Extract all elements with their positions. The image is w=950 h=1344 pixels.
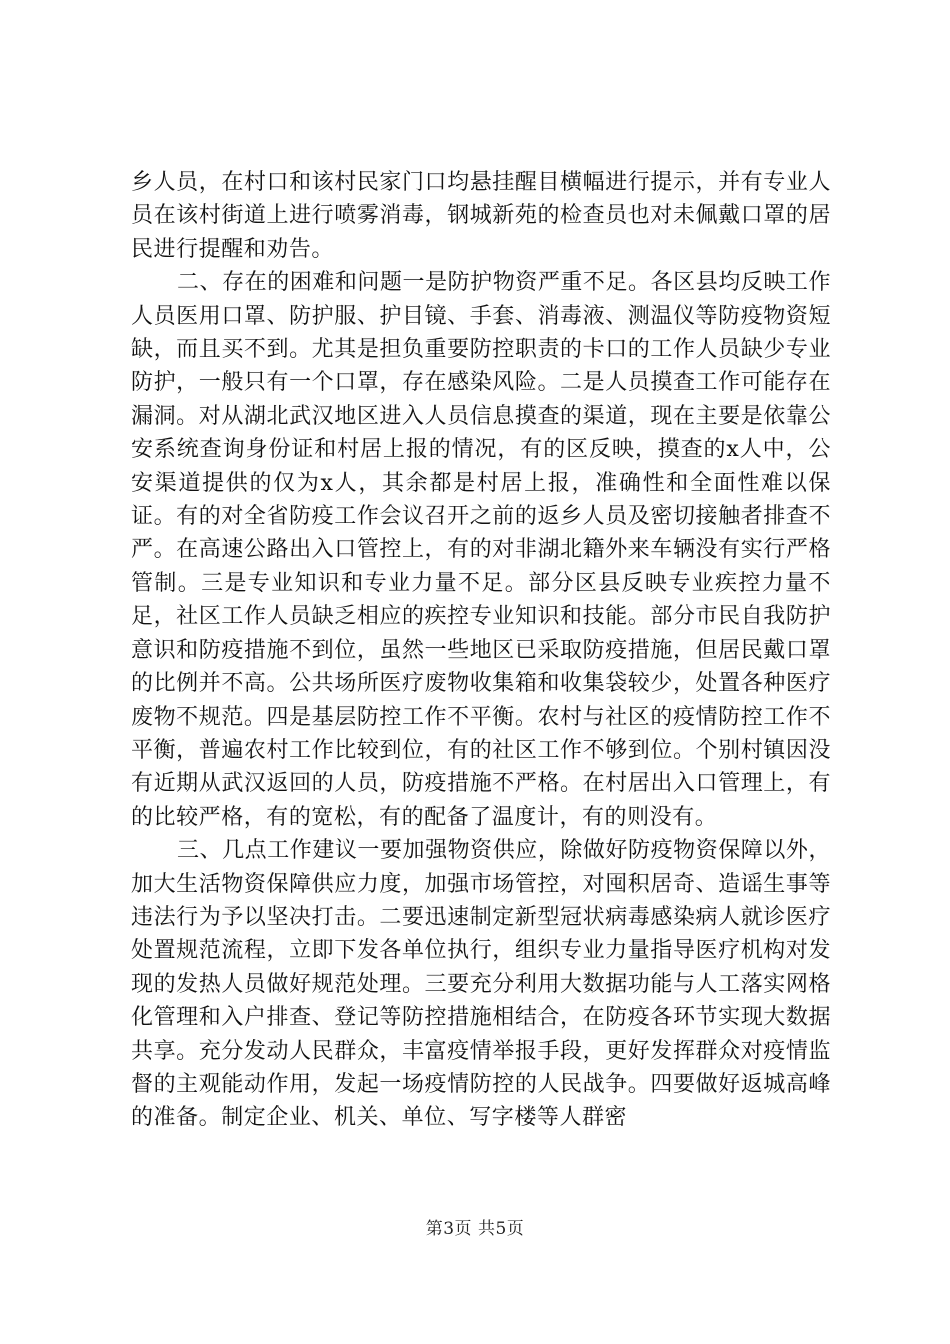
document-body — [131, 166, 831, 1135]
paragraph-work-suggestions: 三、几点工作建议一要加强物资供应，除做好防疫物资保障以外，加大生活物资保障供应力度，加强市场管控，对囤积居奇、造谣生事等违法行为予以坚决打击。二要迅速制定新型冠状病毒感染病人就诊医疗处置规范流程，立即下发各单位执行，组织专业力量指导医疗机构对发现的发热人员做好规范处理。三要充分利用大数据功能与人工落实网格化管理和入户排查、登记等防控措施相结合，在防疫各环节实现大数据共享。充分发动人民群众，丰富疫情举报手段，更好发挥群众对疫情监督的主观能动作用，发起一场疫情防控的人民战争。四要做好返城高峰的准备。制定企业、机关、单位、写字楼等人群密 — [131, 838, 831, 1131]
paragraph-continuation: 乡人员，在村口和该村民家门口均悬挂醒目横幅进行提示，并有专业人员在该村街道上进行喷雾消毒，钢城新苑的检查员也对未佩戴口罩的居民进行提醒和劝告。 — [131, 170, 831, 262]
paragraph-difficulties-and-problems: 二、存在的困难和问题一是防护物资严重不足。各区县均反映工作人员医用口罩、防护服、护目镜、手套、消毒液、测温仪等防疫物资短缺，而且买不到。尤其是担负重要防控职责的卡口的工作人员缺少专业防护，一般只有一个口罩，存在感染风险。二是人员摸查工作可能存在漏洞。对从湖北武汉地区进入人员信息摸查的渠道，现在主要是依靠公安系统查询身份证和村居上报的情况，有的区反映，摸查的x人中，公安渠道提供的仅为x人，其余都是村居上报，准确性和全面性难以保证。有的对全省防疫工作会议召开之前的返乡人员及密切接触者排查不严。在高速公路出入口管控上，有的对非湖北籍外来车辆没有实行严格管制。三是专业知识和专业力量不足。部分区县反映专业疾控力量不足，社区工作人员缺乏相应的疾控专业知识和技能。部分市民自我防护意识和防疫措施不到位，虽然一些地区已采取防疫措施，但居民戴口罩的比例并不高。公共场所医疗废物收集箱和收集袋较少，处置各种医疗废物不规范。四是基层防控工作不平衡。农村与社区的疫情防控工作不平衡，普遍农村工作比较到位，有的社区工作不够到位。个别村镇因没有近期从武汉返回的人员，防疫措施不严格。在村居出入口管理上，有的比较严格，有的宽松，有的配备了温度计，有的则没有。 — [131, 270, 831, 830]
page-number-footer: 第3页 共5页 — [425, 1219, 525, 1239]
